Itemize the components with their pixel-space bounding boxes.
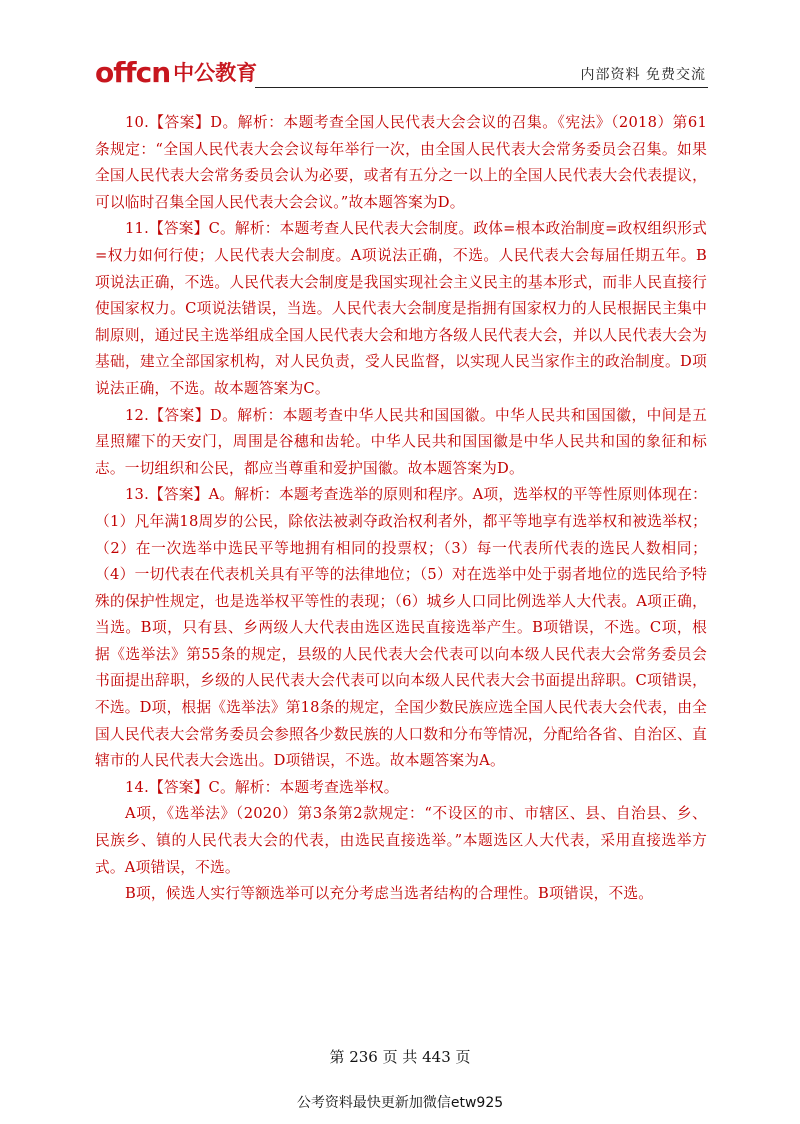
- answer-paragraph-12: 12.【答案】D。解析：本题考查中华人民共和国国徽。中华人民共和国国徽，中间是五星照耀下的天安门，周围是谷穗和齿轮。中华人民共和国国徽是中华人民共和国的象征和标志。一切组织和公民，都应当尊重和爱护国徽。故本题答案为D。: [95, 406, 707, 477]
- page-number: 第 236 页 共 443 页: [329, 1048, 471, 1066]
- answer-paragraph-14-option-a: A项，《选举法》（2020）第3条第2款规定：“不设区的市、市辖区、县、自治县、乡、民族乡、镇的人民代表大会的代表，由选民直接选举。”本题选区人大代表，采用直接选举方式。A项错误，不选。: [95, 805, 707, 876]
- logo-latin-text: offcn: [95, 56, 171, 89]
- logo-chinese-text: 中公教育: [173, 61, 258, 85]
- document-body: [95, 110, 707, 908]
- answer-paragraph-11: 11.【答案】C。解析：本题考查人民代表大会制度。政体=根本政治制度=政权组织形式=权力如何行使；人民代表大会制度。A项说法正确，不选。人民代表大会每届任期五年。B项说法正确，不选。人民代表大会制度是我国实现社会主义民主的基本形式，而非人民直接行使国家权力。C项说法错误，当选。人民代表大会制度是指拥有国家权力的人民根据民主集中制原则，通过民主选举组成全国人民代表大会和地方各级人民代表大会，并以人民代表大会为基础，建立全部国家机构，对人民负责，受人民监督，以实现人民当家作主的政治制度。D项说法正确，不选。故本题答案为C。: [95, 220, 707, 397]
- header-label: 内部资料 免费交流: [580, 67, 706, 83]
- answer-paragraph-13: 13.【答案】A。解析：本题考查选举的原则和程序。A项，选举权的平等性原则体现在：（1）凡年满18周岁的公民，除依法被剥夺政治权利者外，都平等地享有选举权和被选举权；（2）在一次选举中选民平等地拥有相同的投票权；（3）每一代表所代表的选民人数相同；（4）一切代表在代表机关具有平等的法律地位；（5）对在选举中处于弱者地位的选民给予特殊的保护性规定，也是选举权平等性的表现；（6）城乡人口同比例选举人大代表。A项正确，当选。B项，只有县、乡两级人大代表由选区选民直接选举产生。B项错误，不选。C项，根据《选举法》第55条的规定，县级的人民代表大会代表可以向本级人民代表大会常务委员会书面提出辞职，乡级的人民代表大会代表可以向本级人民代表大会书面提出辞职。C项错误，不选。D项，根据《选举法》第18条的规定，全国少数民族应选全国人民代表大会代表，由全国人民代表大会常务委员会参照各少数民族的人口数和分布等情况，分配给各省、自治区、直辖市的人民代表大会选出。D项错误，不选。故本题答案为A。: [95, 486, 707, 770]
- answer-paragraph-10: 10.【答案】D。解析：本题考查全国人民代表大会会议的召集。《宪法》（2018）第61条规定：“全国人民代表大会会议每年举行一次，由全国人民代表大会常务委员会召集。如果全国人民代表大会常务委员会认为必要，或者有五分之一以上的全国人民代表大会代表提议，可以临时召集全国人民代表大会会议。”故本题答案为D。: [95, 114, 707, 211]
- answer-paragraph-14: 14.【答案】C。解析：本题考查选举权。: [125, 778, 399, 796]
- page-header: [95, 58, 708, 90]
- answer-paragraph-14-option-b: B项，候选人实行等额选举可以充分考虑当选者结构的合理性。B项错误，不选。: [125, 885, 654, 903]
- footer-note: 公考资料最快更新加微信etw925: [296, 1095, 504, 1111]
- offcn-logo: [95, 58, 257, 88]
- header-rule: [255, 87, 708, 88]
